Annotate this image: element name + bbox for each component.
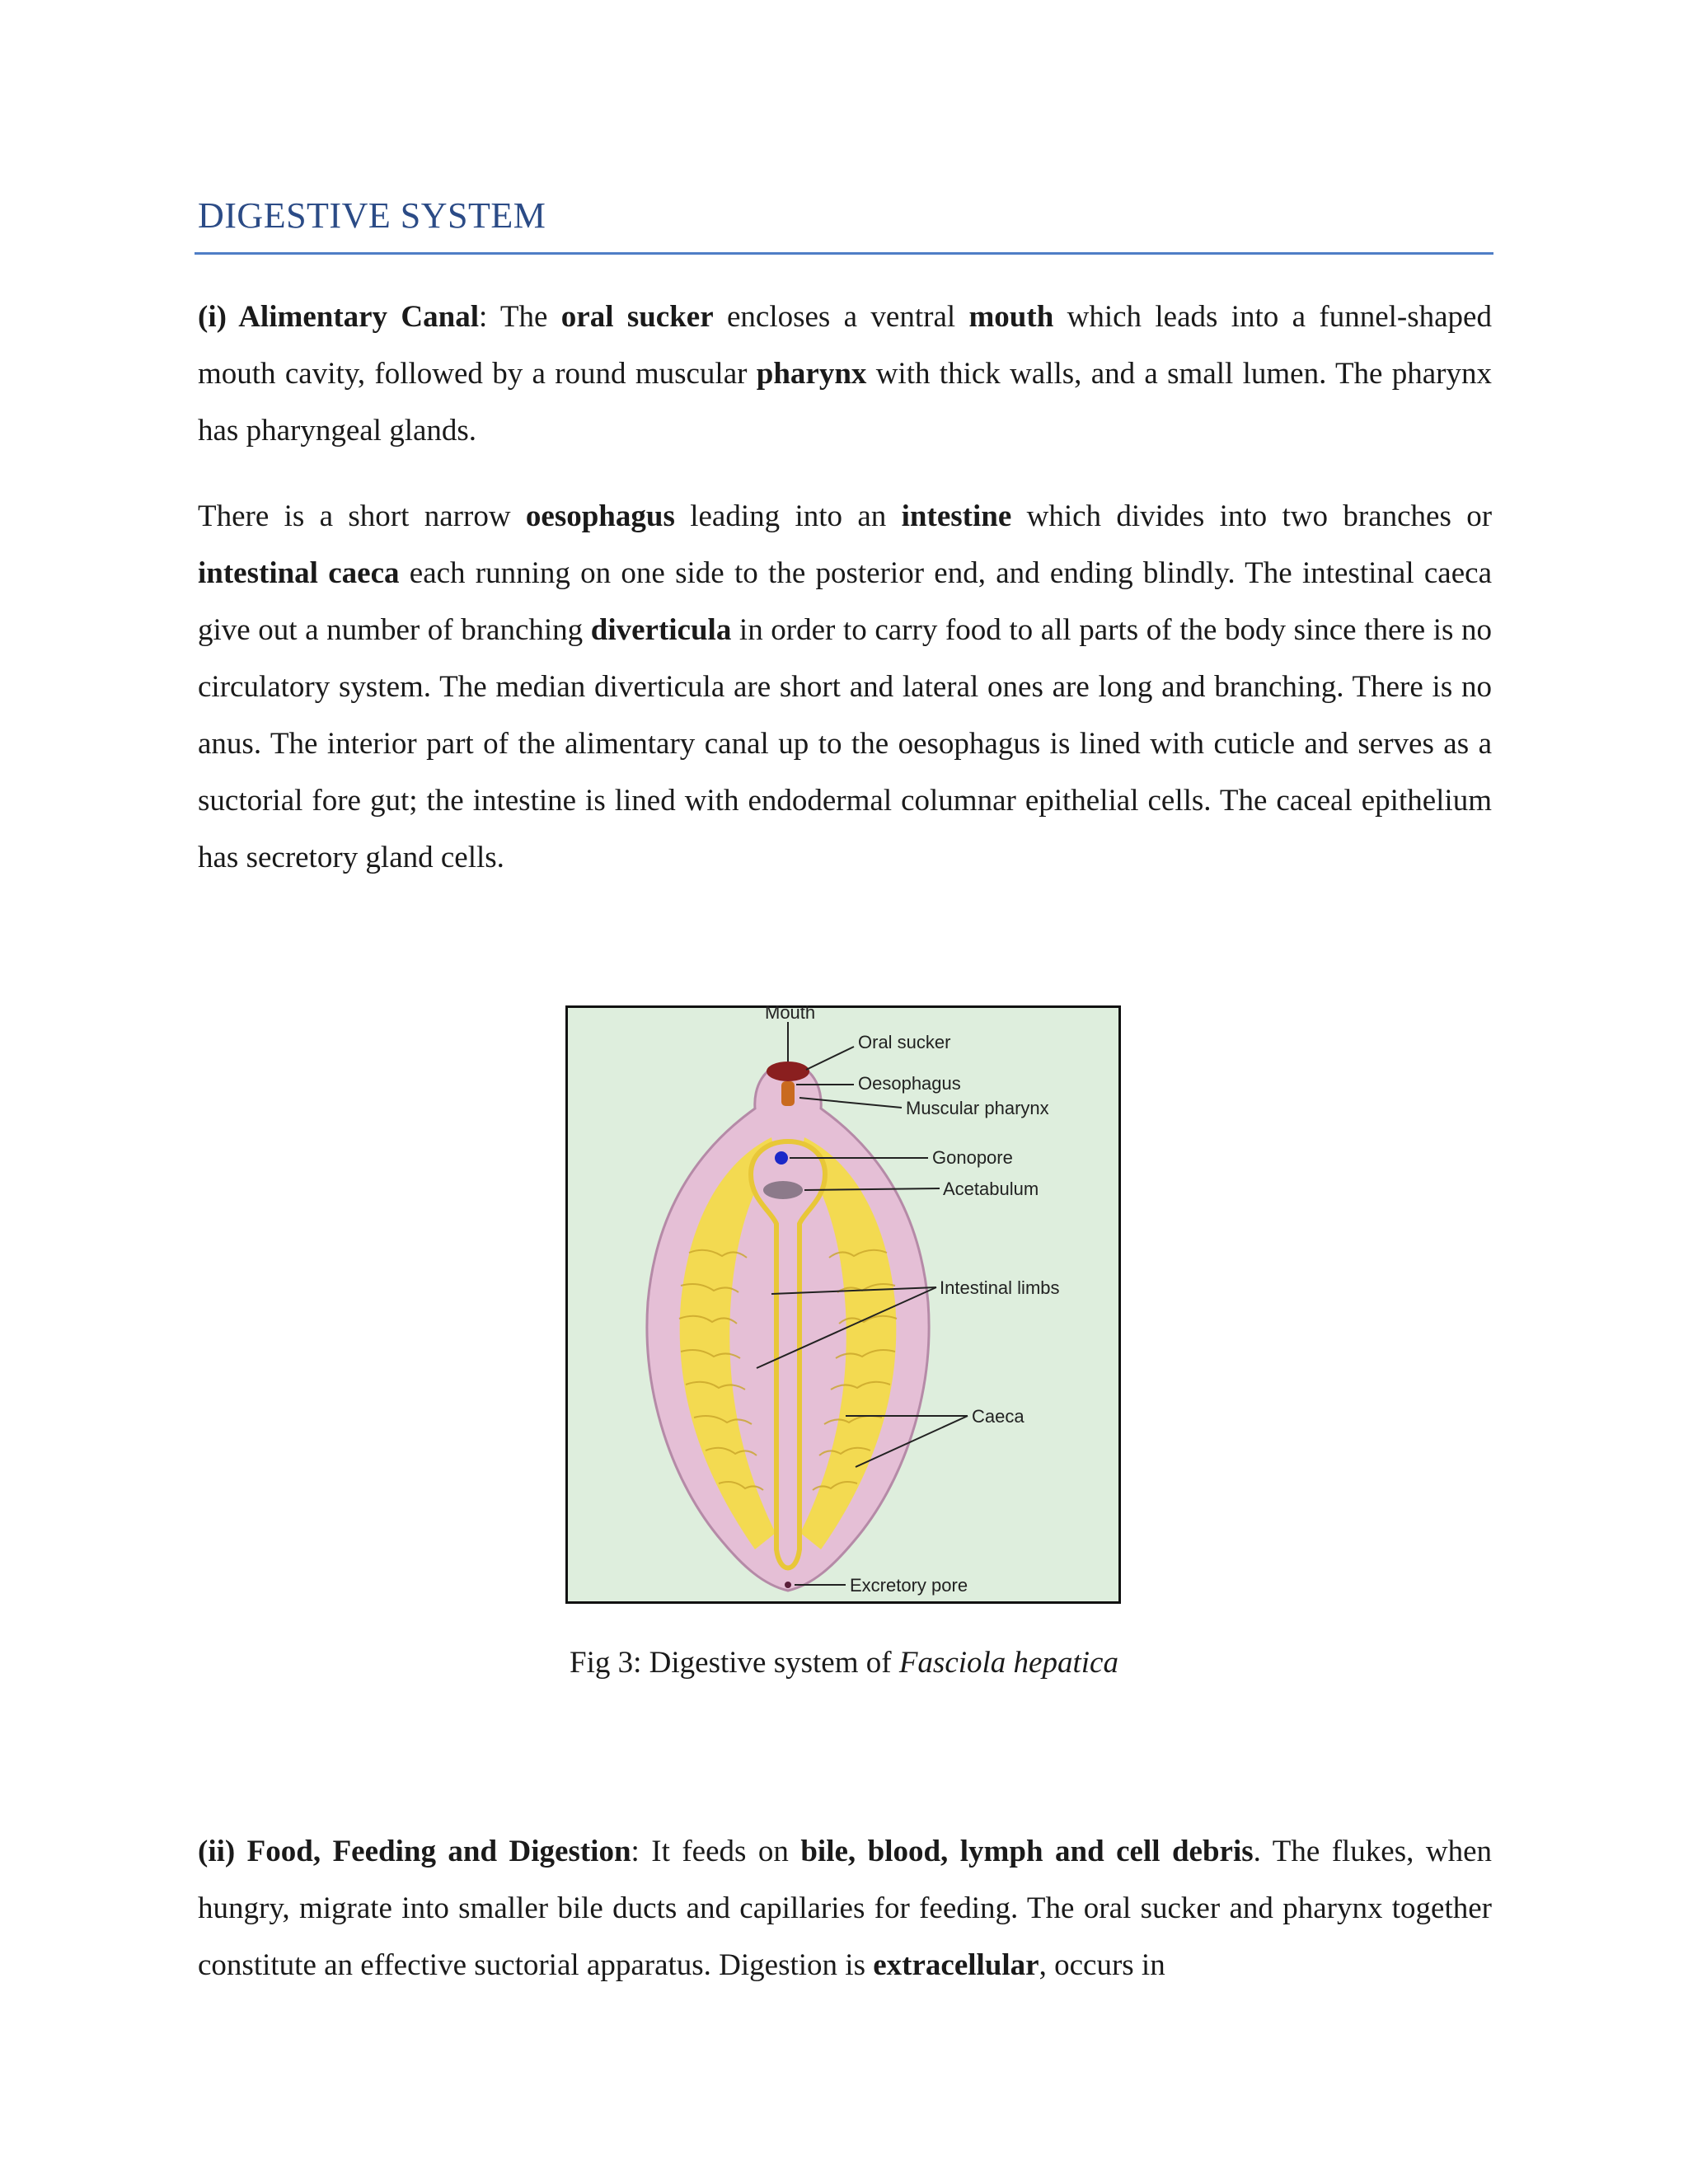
text: , occurs in: [1039, 1948, 1165, 1982]
text: which leads into a funnel-shaped mouth cavity, followed by a round muscular: [198, 300, 1492, 391]
term-oesophagus: oesophagus: [525, 499, 675, 533]
gonopore-shape: [775, 1151, 788, 1165]
label-acetabulum: Acetabulum: [943, 1179, 1039, 1199]
heading-underline: [195, 252, 1493, 255]
term-extracellular: extracellular: [873, 1948, 1039, 1982]
pharynx-shape: [781, 1081, 795, 1106]
term-diverticula: diverticula: [590, 613, 732, 647]
text: . The flukes, when hungry, migrate into smaller bile ducts and capillaries for feeding. The oral sucker and pharynx together constitute an effective suctorial apparatus. Digestion is: [198, 1835, 1492, 1982]
text: in order to carry food to all parts of the body since there is no circulatory system. The median diverticula are short and lateral ones are long and branching. There is no anus. The interior part of the alimentary canal up to the oesophagus is lined with cuticle and serves as a suctorial fore gut; the intestine is lined with endodermal columnar epithelial cells. The caceal epithelium has secretory gland cells.: [198, 613, 1492, 874]
label-oesophagus: Oesophagus: [858, 1073, 961, 1094]
label-excretory-pore: Excretory pore: [850, 1575, 968, 1596]
text: : It feeds on: [631, 1835, 801, 1868]
text: with thick walls, and a small lumen. The pharynx has pharyngeal glands.: [198, 357, 1493, 448]
term-food-types: bile, blood, lymph and cell debris: [800, 1835, 1254, 1868]
text: encloses a ventral: [713, 300, 969, 334]
label-mouth: Mouth: [765, 1005, 816, 1023]
label-gonopore: Gonopore: [932, 1147, 1013, 1168]
label-caeca: Caeca: [972, 1406, 1025, 1427]
caption-species: Fasciola hepatica: [898, 1646, 1118, 1680]
text: each running on one side to the posterior end, and ending blindly. The intestinal caeca give out a number of branching: [198, 556, 1492, 647]
subheading-food-feeding: (ii) Food, Feeding and Digestion: [198, 1835, 631, 1868]
term-mouth: mouth: [968, 300, 1054, 334]
text: There is a short narrow: [198, 499, 526, 533]
oral-sucker-shape: [767, 1062, 809, 1081]
digestive-system-diagram: [565, 1005, 1121, 1604]
label-oral-sucker: Oral sucker: [858, 1032, 951, 1052]
term-pharynx: pharynx: [756, 357, 867, 391]
figure-caption: [0, 1645, 1688, 1680]
excretory-pore-shape: [785, 1582, 791, 1588]
acetabulum-shape: [763, 1181, 803, 1199]
subheading-alimentary-canal: (i) Alimentary Canal: [198, 300, 479, 334]
text: leading into an: [674, 499, 902, 533]
text: which divides into two branches or: [1011, 499, 1493, 533]
paragraph-alimentary-canal: [198, 288, 1492, 459]
label-intestinal-limbs: Intestinal limbs: [940, 1277, 1060, 1298]
caption-text: Fig 3: Digestive system of: [570, 1646, 899, 1680]
section-heading: DIGESTIVE SYSTEM: [198, 195, 546, 236]
paragraph-food-feeding: [198, 1823, 1492, 1994]
paragraph-intestine: [198, 488, 1492, 886]
text: : The: [478, 300, 561, 334]
term-intestine: intestine: [901, 499, 1012, 533]
label-muscular-pharynx: Muscular pharynx: [906, 1098, 1049, 1118]
term-intestinal-caeca: intestinal caeca: [198, 556, 400, 590]
term-oral-sucker: oral sucker: [560, 300, 714, 334]
